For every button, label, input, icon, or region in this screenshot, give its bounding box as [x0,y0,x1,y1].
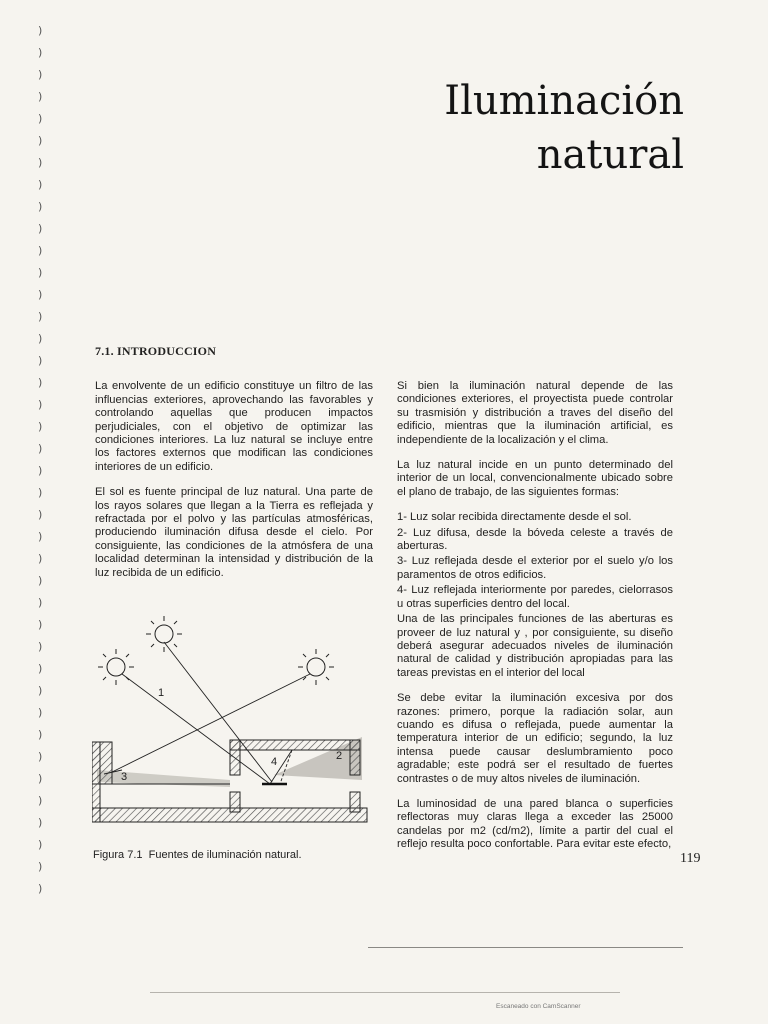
left-column [95,345,373,592]
paragraph: El sol es fuente principal de luz natural. Una parte de los rayos solares que llegan a la Tierra es reflejada y refractada por el polvo y las partículas atmosféricas, produciendo iluminación difusa desde el cielo. Por consiguiente, las condiciones de la atmósfera de una localidad determinan la intensidad y distribución de la luz recibida de un edificio. [95,486,373,579]
list-item: 2- Luz difusa, desde la bóveda celeste a través de aberturas. [397,526,673,553]
ray-label: 4 [271,756,278,768]
figure-caption-label: Figura 7.1 [93,849,143,861]
figure-caption-text: Fuentes de iluminación natural. [148,849,302,861]
paragraph: Una de las principales funciones de las aberturas es proveer de luz natural y , por consiguiente, su diseño deberá asegurar adecuados niveles de iluminación natural de calidad y distribución apropiadas para las tareas previstas en el interior del local [397,613,673,679]
sun-icon [146,616,182,652]
paragraph: La luminosidad de una pared blanca o superficies reflectoras muy claras llega a exceder las 25000 candelas por m2 (cd/m2), límite a partir del cual el reflejo resulta poco confortable. Para evitar este efecto, [397,797,673,851]
page-title-line-1: Iluminación [444,78,684,124]
paragraph: La luz natural incide en un punto determinado del interior de un local, convencionalmente ubicado sobre el plano de trabajo, de las siguientes formas: [397,459,673,498]
page-number: 119 [680,851,701,866]
ray-label: 3 [121,771,128,783]
binding-hole-marks: ) ) ) ) ) ) ) ) ) ) ) ) ) ) ) ) ) ) ) ) ) ) ) ) ) ) ) ) ) ) ) ) ) ) ) ) ) ) ) ) [38,24,43,895]
footer-rule [150,992,620,993]
footer-rule [368,947,683,948]
sun-icon [98,649,134,685]
page-title-line-2: natural [536,132,684,178]
sun-icon [298,649,334,685]
list-item: 3- Luz reflejada desde el exterior por el suelo y/o los paramentos de otros edificios. [397,555,673,581]
paragraph: Si bien la iluminación natural depende de las condiciones exteriores, el proyectista puede controlar su trasmisión y distribución a traves del diseño del edificio, mientras que la iluminación artificial, es independiente de la localización y el clima. [397,380,673,446]
list-item: 4- Luz reflejada interiormente por paredes, cielorrasos u otras superficies dentro del local. [397,584,673,610]
figure-diagram [92,612,382,848]
paragraph: La envolvente de un edificio constituye un filtro de las influencias exteriores, aprovechando las favorables y controlando aquellas que producen impactos perjudiciales, con el objetivo de optimizar las condiciones interiores. La luz natural se incluye entre los factores externos que modifican las condiciones interiores de un edificio. [95,380,373,473]
ray-label: 2 [336,750,343,762]
scanner-watermark: Escaneado con CamScanner [496,1003,581,1010]
figure-natural-light-sources [92,612,382,848]
ray-label: 1 [158,687,165,699]
page-title [444,74,684,182]
right-column [397,380,673,864]
figure-caption [93,849,383,861]
light-rays [104,642,310,784]
list-item: 1- Luz solar recibida directamente desde el sol. [397,511,632,524]
paragraph: Se debe evitar la iluminación excesiva por dos razones: primero, porque la radiación solar, aun cuando es difusa o reflejada, puede aumentar la temperatura interior de un edificio; segundo, la luz intensa puede causar deslumbramiento poco agradable; este podrá ser el resultado de fuertes contrastes o de muy altos niveles de iluminación. [397,692,673,785]
section-heading: 7.1. INTRODUCCION [95,344,217,358]
